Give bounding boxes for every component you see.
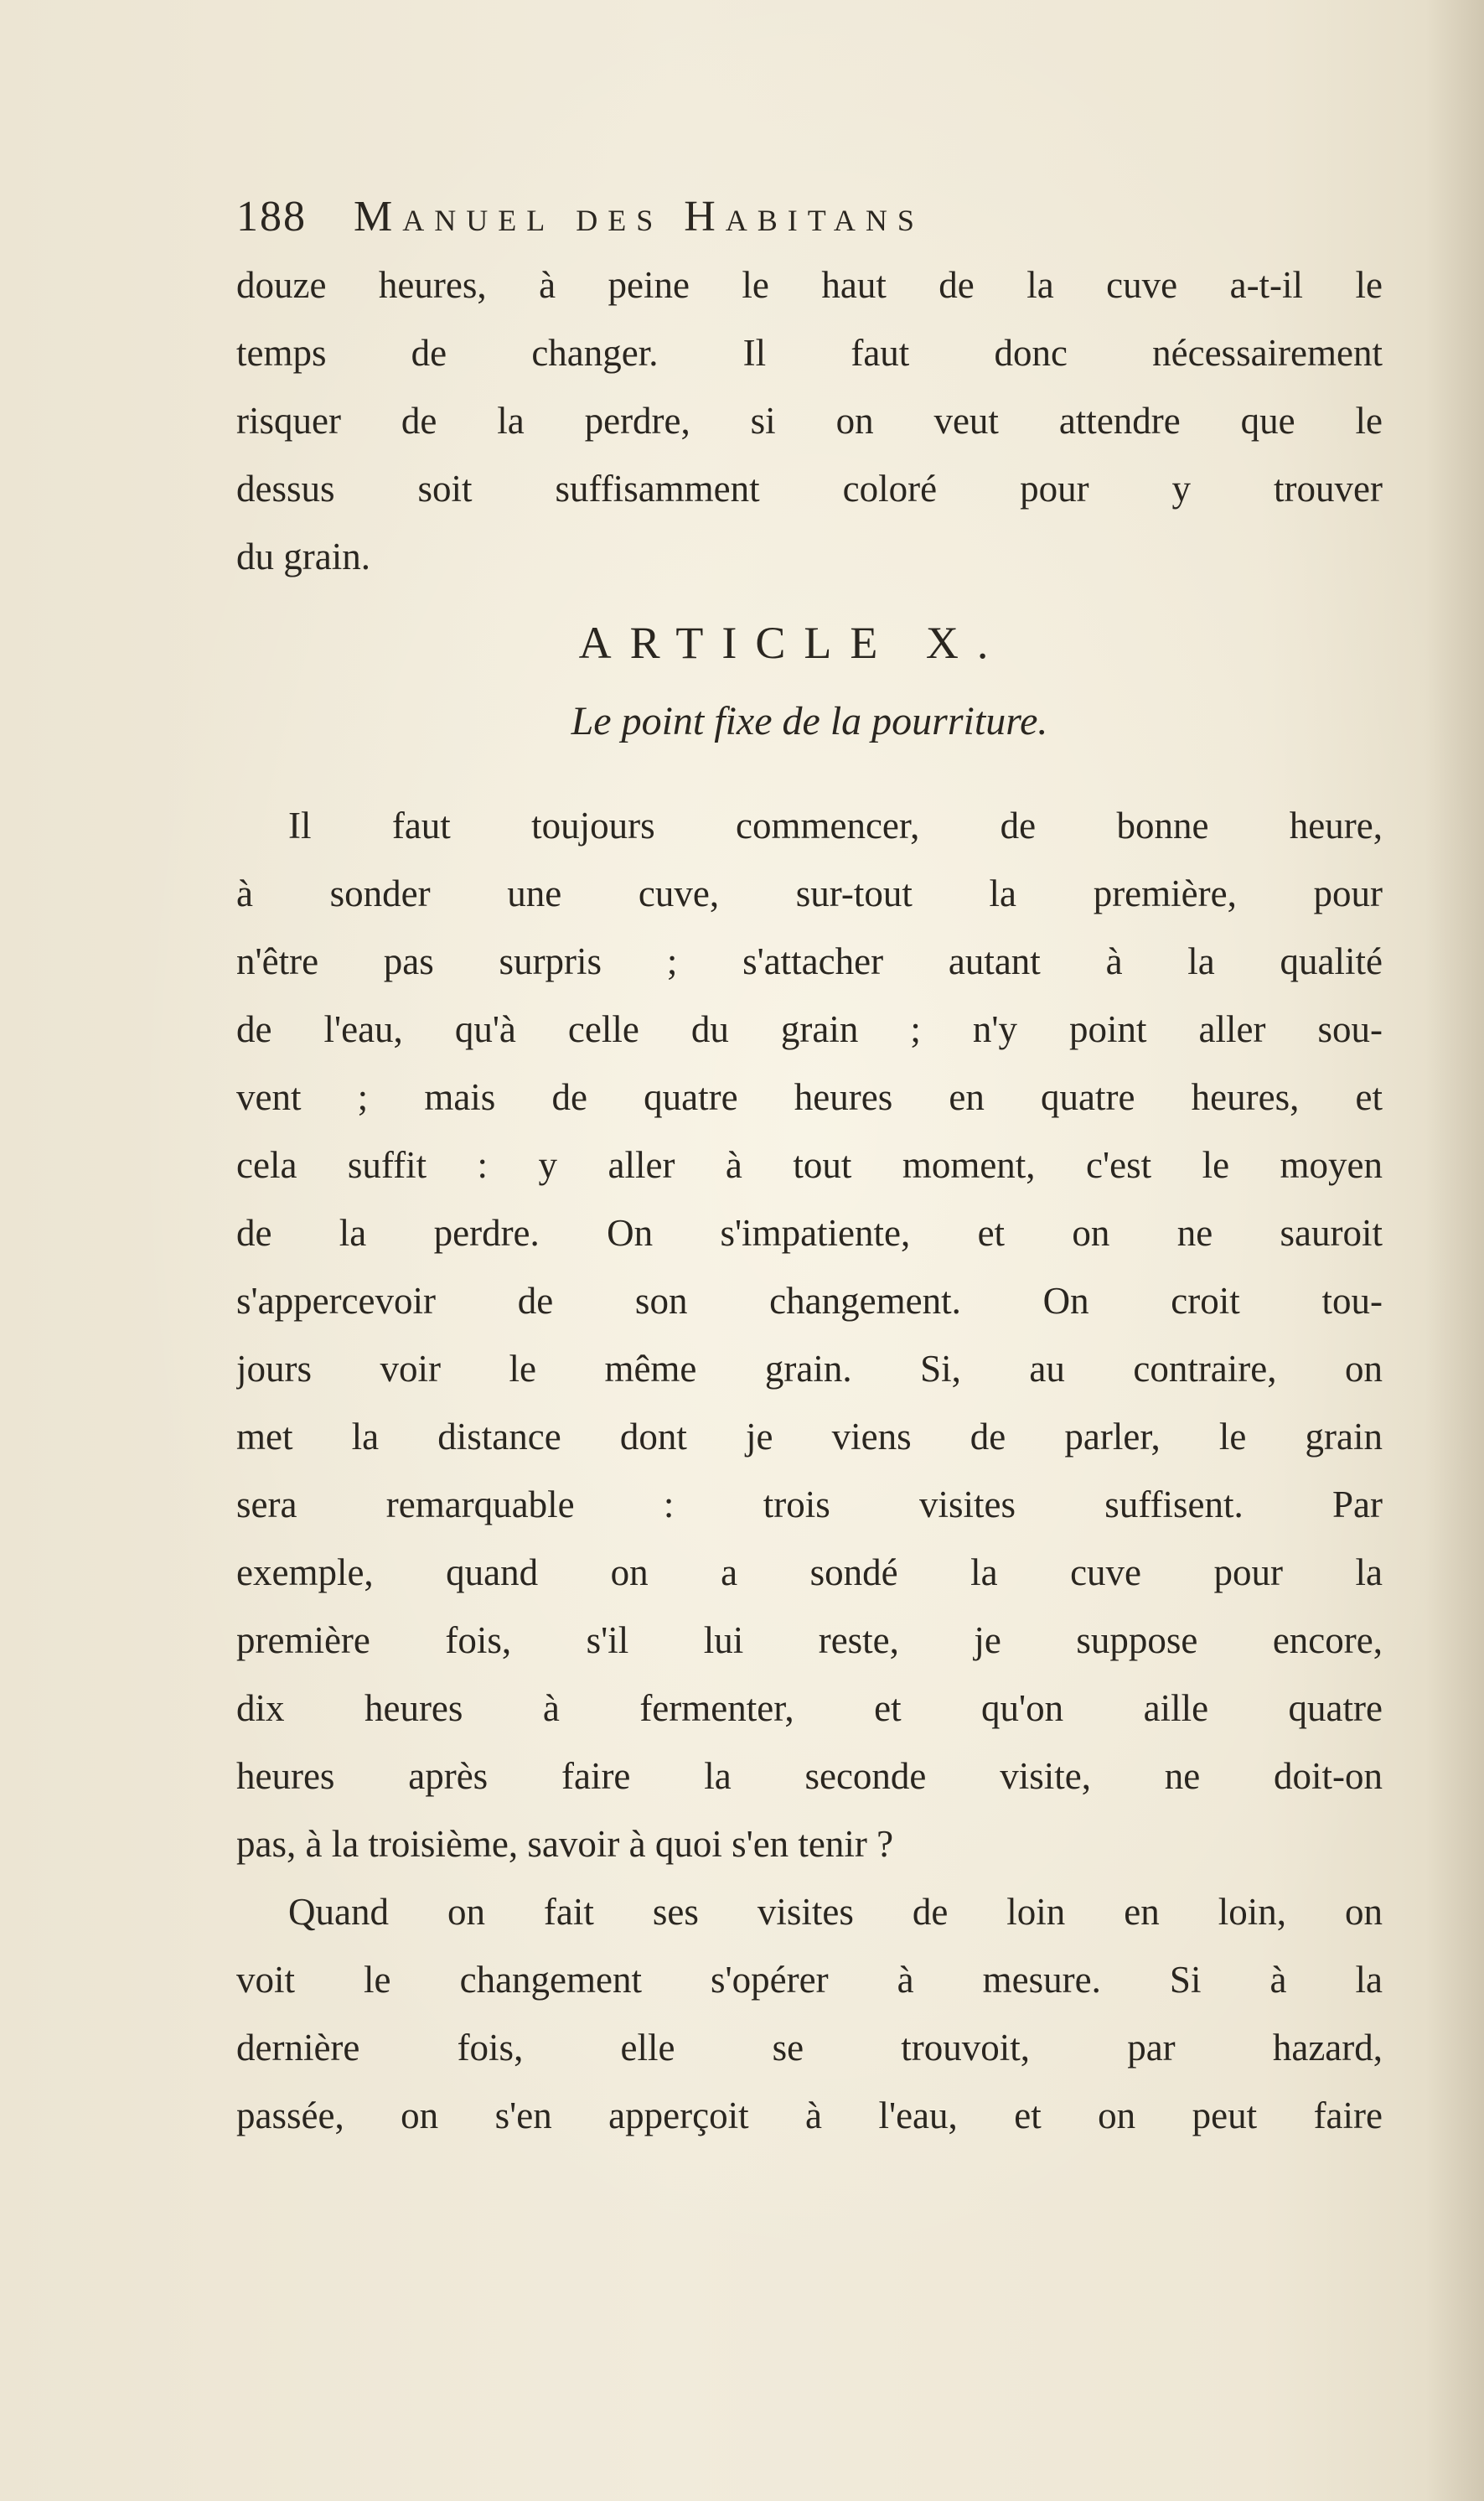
text-line: dix heures à fermenter, et qu'on aille quatre bbox=[236, 1687, 1383, 1729]
text-line: dessus soit suffisamment coloré pour y trouver bbox=[236, 468, 1383, 510]
text-line: de la perdre. On s'impatiente, et on ne sauroit bbox=[236, 1212, 1383, 1254]
text-line: risquer de la perdre, si on veut attendre que le bbox=[236, 400, 1383, 442]
text-line: douze heures, à peine le haut de la cuve a-t-il le bbox=[236, 264, 1383, 306]
text-line: temps de changer. Il faut donc nécessairement bbox=[236, 332, 1383, 374]
text-line: du grain. bbox=[236, 536, 370, 577]
text-line: vent ; mais de quatre heures en quatre heures, et bbox=[236, 1076, 1383, 1118]
article-heading: ARTICLE X. bbox=[578, 618, 1007, 668]
text-line: met la distance dont je viens de parler, le grain bbox=[236, 1416, 1383, 1458]
text-line: sera remarquable : trois visites suffisent. Par bbox=[236, 1484, 1383, 1525]
text-line: Quand on fait ses visites de loin en loin, on bbox=[288, 1891, 1383, 1933]
text-line: première fois, s'il lui reste, je suppose encore, bbox=[236, 1619, 1383, 1661]
text-block bbox=[236, 183, 1383, 2150]
text-line: passée, on s'en apperçoit à l'eau, et on peut faire bbox=[236, 2095, 1383, 2136]
text-line: voit le changement s'opérer à mesure. Si à la bbox=[236, 1959, 1383, 2001]
running-head-title: Manuel des Habitans bbox=[354, 193, 924, 241]
continued-paragraph bbox=[236, 251, 1383, 591]
text-line: s'appercevoir de son changement. On croit tou- bbox=[236, 1280, 1383, 1322]
text-line: exemple, quand on a sondé la cuve pour la bbox=[236, 1551, 1383, 1593]
article-subheading: Le point fixe de la pourriture. bbox=[571, 699, 1048, 743]
text-line: cela suffit : y aller à tout moment, c'est le moyen bbox=[236, 1144, 1383, 1186]
running-head bbox=[236, 183, 1383, 251]
page-edge-shadow bbox=[1425, 0, 1484, 2501]
text-line: dernière fois, elle se trouvoit, par hazard, bbox=[236, 2027, 1383, 2069]
text-line: de l'eau, qu'à celle du grain ; n'y point aller sou- bbox=[236, 1008, 1383, 1050]
page-number: 188 bbox=[236, 193, 307, 241]
text-line: pas, à la troisième, savoir à quoi s'en tenir ? bbox=[236, 1823, 894, 1865]
text-line: Il faut toujours commencer, de bonne heure, bbox=[288, 805, 1383, 847]
paragraph bbox=[236, 792, 1383, 1878]
text-line: heures après faire la seconde visite, ne doit-on bbox=[236, 1755, 1383, 1797]
text-line: n'être pas surpris ; s'attacher autant à la qualité bbox=[236, 940, 1383, 982]
text-line: jours voir le même grain. Si, au contraire, on bbox=[236, 1348, 1383, 1390]
text-line: à sonder une cuve, sur-tout la première, pour bbox=[236, 873, 1383, 914]
paragraph bbox=[236, 1878, 1383, 2150]
